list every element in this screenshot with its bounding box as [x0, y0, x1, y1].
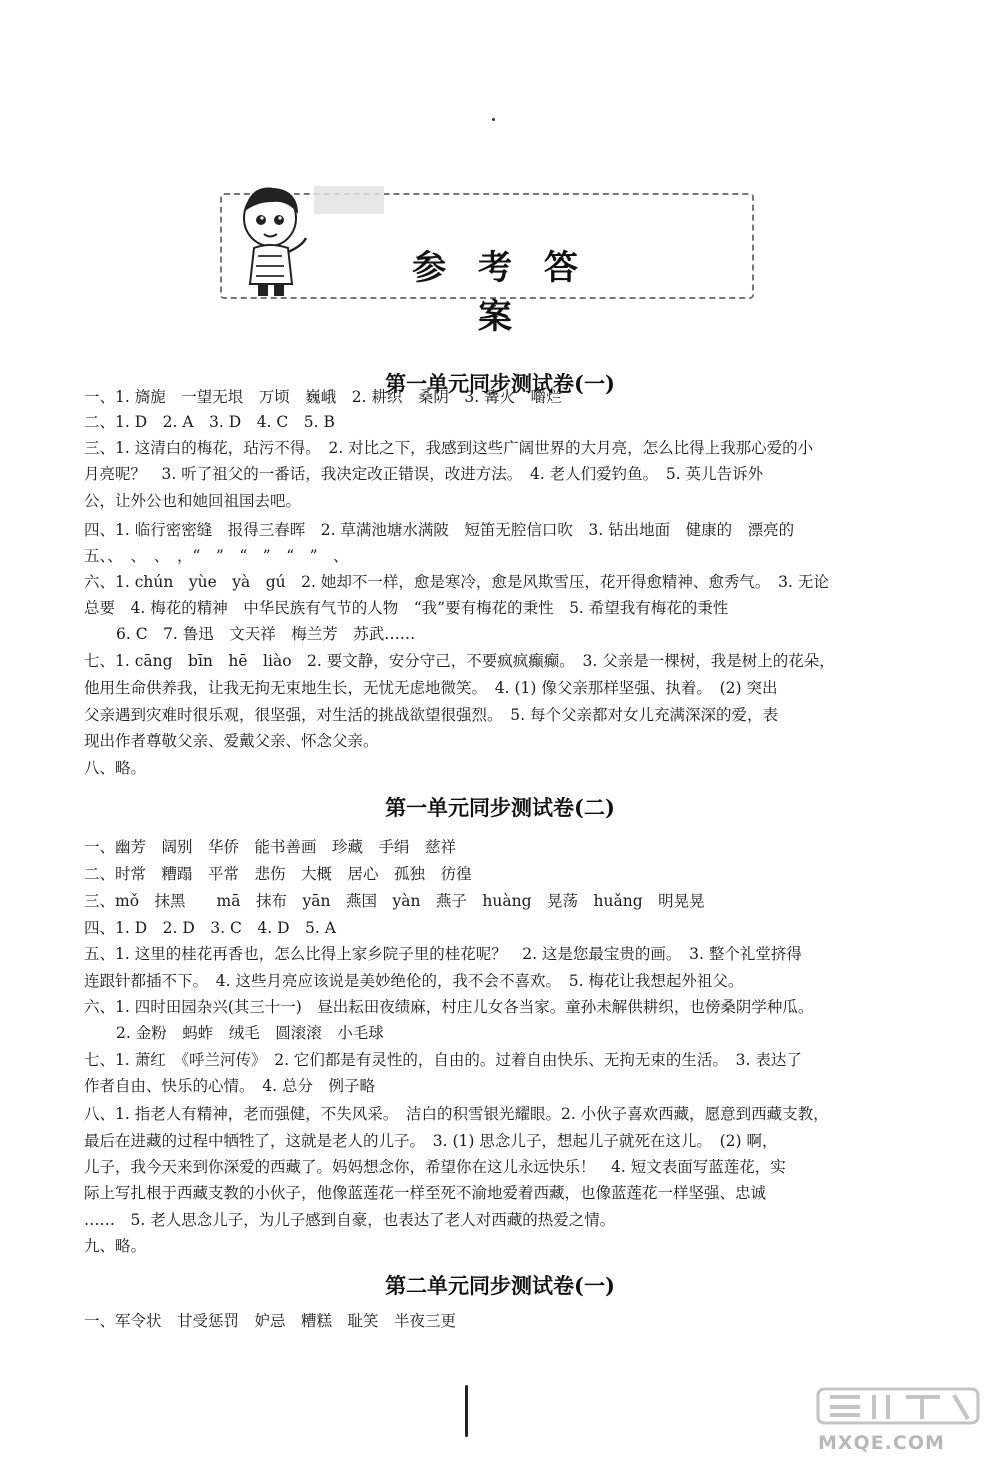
answer-line: 五、1. 这里的桂花再香也，怎么比得上家乡院子里的桂花呢？ 2. 这是您最宝贵的画。 3. 整个礼堂挤得	[84, 945, 802, 963]
answer-line: 七、1. cāng bīn hē liào 2. 要文静，安分守己，不要疯疯癫癫。 3. 父亲是一棵树，我是树上的花朵，	[84, 652, 835, 670]
answer-line: 四、1. 临行密密缝 报得三春晖 2. 草满池塘水满陂 短笛无腔信口吹 3. 钻出地面 健康的 漂亮的	[84, 521, 795, 539]
answer-line: 二、1. D 2. A 3. D 4. C 5. B	[84, 413, 335, 431]
answer-line: 七、1. 萧红 《呼兰河传》 2. 它们都是有灵性的，自由的。过着自由快乐、无拘无束的生活。 3. 表达了	[84, 1051, 802, 1069]
watermark-text: MXQE.COM	[818, 1432, 945, 1454]
answer-line: 他用生命供养我，让我无拘无束地生长，无忧无虑地微笑。 4. (1) 像父亲那样坚强、执着。 (2) 突出	[84, 679, 778, 697]
answer-line: 6. C 7. 鲁迅 文天祥 梅兰芳 苏武……	[116, 625, 416, 643]
section-title: 第一单元同步测试卷(二)	[385, 795, 615, 820]
answer-line: …… 5. 老人思念儿子，为儿子感到自豪，也表达了老人对西藏的热爱之情。	[84, 1211, 616, 1229]
page-edge-mark	[465, 1385, 468, 1437]
answer-line: 三、1. 这清白的梅花，玷污不得。 2. 对比之下，我感到这些广阔世界的大月亮，怎么比得上我那心爱的小	[84, 439, 814, 457]
answer-line: 作者自由、快乐的心情。 4. 总分 例子略	[84, 1077, 375, 1095]
answer-line: 三、mǒ 抹黑 mā 抹布 yān 燕国 yàn 燕子 huàng 晃荡 huǎng 明晃晃	[84, 892, 705, 910]
answer-line: 九、略。	[84, 1237, 147, 1255]
mascot-illustration	[232, 180, 310, 298]
answer-line: 最后在进藏的过程中牺牲了，这就是老人的儿子。 3. (1) 思念儿子，想起儿子就死在这儿。 (2) 啊，	[84, 1132, 778, 1150]
page-title: 参 考 答 案	[412, 248, 588, 337]
answer-line: 儿子，我今天来到你深爱的西藏了。妈妈想念你，希望你在这儿永远快乐！ 4. 短文表面写蓝莲花，实	[84, 1158, 786, 1176]
answer-line: 四、1. D 2. D 3. C 4. D 5. A	[84, 919, 336, 937]
answer-line: 二、时常 糟蹋 平常 悲伤 大概 居心 孤独 彷徨	[84, 865, 472, 883]
answer-line: 六、1. 四时田园杂兴(其三十一) 昼出耘田夜绩麻，村庄儿女各当家。童孙未解供耕织，也傍桑阴学种瓜。	[84, 998, 814, 1016]
answer-line: 际上写扎根于西藏支教的小伙子，他像蓝莲花一样至死不渝地爱着西藏，也像蓝莲花一样坚强、忠诚	[84, 1184, 767, 1202]
answer-line: 六、1. chún yùe yà gú 2. 她却不一样，愈是寒冷，愈是风欺雪压，花开得愈精神、愈秀气。 3. 无论	[84, 573, 829, 591]
answer-line: 一、幽芳 阔别 华侨 能书善画 珍藏 手绢 慈祥	[84, 838, 457, 856]
answer-line: 2. 金粉 蚂蚱 绒毛 圆滚滚 小毛球	[116, 1024, 384, 1042]
answer-line: 月亮呢？ 3. 听了祖父的一番话，我决定改正错误，改进方法。 4. 老人们爱钓鱼。 5. 英儿告诉外	[84, 465, 764, 483]
answer-line: 五、、 、 、 ，“ ” “ ” “ ” 、	[84, 547, 349, 565]
answer-line: 八、1. 指老人有精神，老而强健，不失风采。 洁白的积雪银光耀眼。2. 小伙子喜欢西藏，愿意到西藏支教，	[84, 1105, 829, 1123]
section-title: 第一单元同步测试卷(一)	[385, 371, 615, 396]
answer-line: 公，让外公也和她回祖国去吧。	[84, 492, 302, 510]
page-dot	[492, 118, 495, 121]
answer-line: 现出作者尊敬父亲、爱戴父亲、怀念父亲。	[84, 732, 379, 750]
answer-line: 一、1. 旖旎 一望无垠 万顷 巍峨 2. 耕织 桑阴 3. 篝火 嚼烂	[84, 388, 562, 406]
section-title: 第二单元同步测试卷(一)	[385, 1273, 615, 1298]
banner-grey-patch	[314, 186, 384, 214]
answer-line: 连跟针都插不下。 4. 这些月亮应该说是美妙绝伦的，我不会不喜欢。 5. 梅花让我想起外祖父。	[84, 972, 744, 990]
answer-line: 总要 4. 梅花的精神 中华民族有气节的人物 “我”要有梅花的秉性 5. 希望我有梅花的秉性	[84, 599, 729, 617]
answer-line: 父亲遇到灾难时很乐观，很坚强，对生活的挑战欲望很强烈。 5. 每个父亲都对女儿充满深深的爱，表	[84, 706, 778, 724]
answer-line: 一、军令状 甘受惩罚 妒忌 糟糕 耻笑 半夜三更	[84, 1312, 457, 1330]
answer-line: 八、略。	[84, 759, 147, 777]
